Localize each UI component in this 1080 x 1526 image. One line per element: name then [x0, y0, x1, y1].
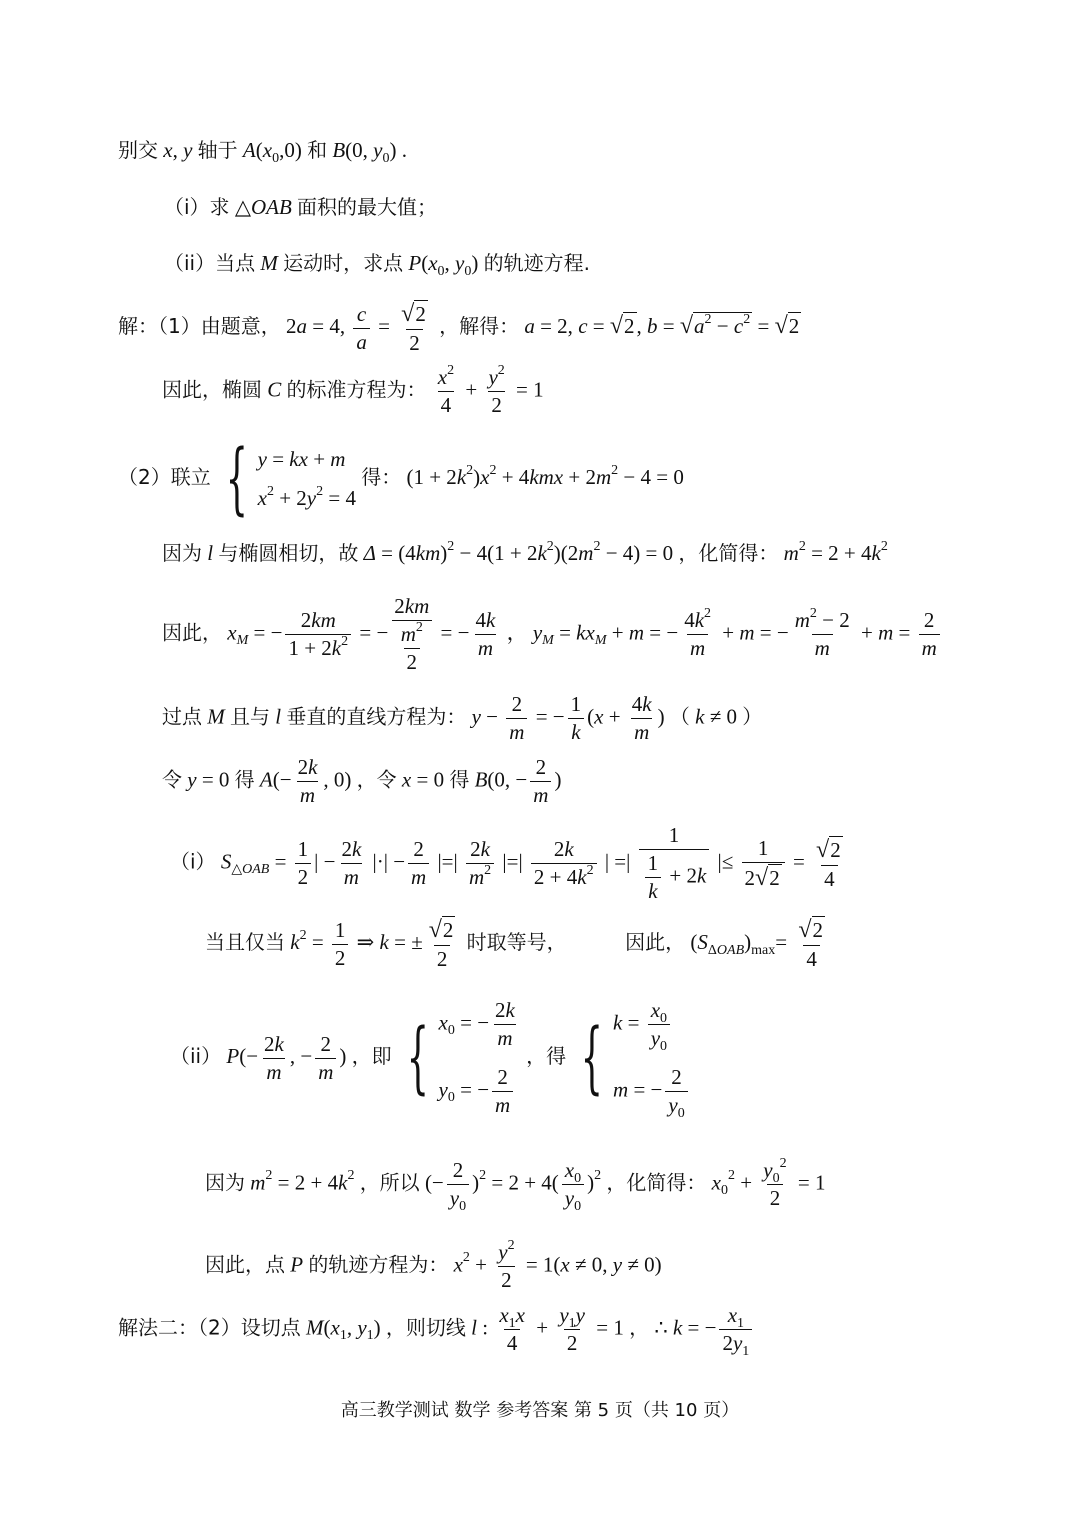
line-15: 因此，点 P 的轨迹方程为： $x^2$ + $\frac{y^2}{2}$ = 1(x ≠ 0, y ≠ 0): [205, 1238, 662, 1292]
line-12: 当且仅当 $k^2$ = $\frac{1}{2}$ ⇒ k = ± $\frac{√2}{2}$ 时取等号， 因此， $(S_{\Delta OAB})_{max}=$ $\frac{√2}{4}$: [205, 917, 824, 971]
line-13: （ii） P(− $\frac{2k}{m}$ , − $\frac{2}{m}$ ) ，即 { $x_0$ = − $\frac{2k}{m}$ $y_0$ = − $\frac{2}{m}$ ，得 { k = $\frac{x_0}{y_0}$ m = − $\frac{2}{y_0}$: [170, 1000, 691, 1116]
line-03: （ii）当点 M 运动时，求点 $P(x_0$, $y_0$) 的轨迹方程.: [164, 251, 590, 279]
line-09: 过点 M 且与 l 垂直的直线方程为： y − $\frac{2}{m}$ = − $\frac{1}{k}$ (x + $\frac{4k}{m}$ ) （ k ≠ 0 ）: [162, 692, 763, 744]
line-08: 因此， $x_M$ = − $\frac{2km}{1 + 2k^2}$ = − $\frac{2km}{\frac{m^2}{2}}$ = − $\frac{4k}{m}$ ， $y_M = kx_M + m$ = − $\frac{4k^2}{m}$ + m = − $\frac{m^2 - 2}{m}$ + m = $\frac{2}{m}$: [162, 596, 943, 673]
line-01: 别交 x, y 轴于 $A(x_0,0)$ 和 B(0, $y_0$) .: [118, 138, 407, 166]
line-11: （i） $S_{\triangle OAB}$ = $\frac{1}{2}$ | − $\frac{2k}{m}$ |·| − $\frac{2}{m}$ |=| $\frac{2k}{m^2}$ |=| $\frac{2k}{2 + 4k^2}$ | =| 1 $\frac{1}{k}$ + 2k |≤ $\frac{1}{2√2}$ = $\frac{√2}{4}$: [170, 823, 841, 903]
page-footer: 高三教学测试 数学 参考答案 第 5 页（共 10 页）: [340, 1400, 740, 1421]
line-10: 令 y = 0 得 A(− $\frac{2k}{m}$ , 0) ，令 x = 0 得 B(0, − $\frac{2}{m}$ ): [162, 755, 562, 807]
line-06: （2）联立 { y = kx + m $x^2 + 2y^2 = 4$ 得： $(1 + 2k^2)x^2 + 4kmx + 2m^2 - 4 = 0$: [118, 434, 684, 524]
line-text-bindings: [0, 0, 1, 1]
line-14: 因为 $m^2 = 2 + 4k^2$ ，所以 (− $\frac{2}{y_0}$ )$^2$ = 2 + 4( $\frac{x_0}{y_0}$ )$^2$ ，化简得： $x_0^2$ + $\frac{y_0^2}{2}$ = 1: [205, 1156, 826, 1214]
line-05: 因此，椭圆 C 的标准方程为： $\frac{x^2}{4}$ + $\frac{y^2}{2}$ = 1: [162, 363, 544, 417]
line-16: 解法二：（2）设切点 $M(x_1$, $y_1$) ，则切线 l : $\frac{x_1x}{4}$ + $\frac{y_1y}{2}$ = 1 ， ∴ k = − $\frac{x_1}{2y_1}$: [118, 1305, 755, 1354]
line-02: （i）求 △OAB 面积的最大值；: [164, 195, 438, 219]
line-04: 解：（1）由题意， 2a = 4, $\frac{c}{a}$ = $\frac{√2}{2}$ ，解得： a = 2, c = √2, $b = √a^2 - c^2 = √2$: [118, 301, 800, 355]
line-07: 因为 l 与椭圆相切，故 $\Delta = (4km)^2 - 4(1 + 2k^2)(2m^2 - 4) = 0$ ，化简得： $m^2 = 2 + 4k^2$: [162, 539, 888, 565]
